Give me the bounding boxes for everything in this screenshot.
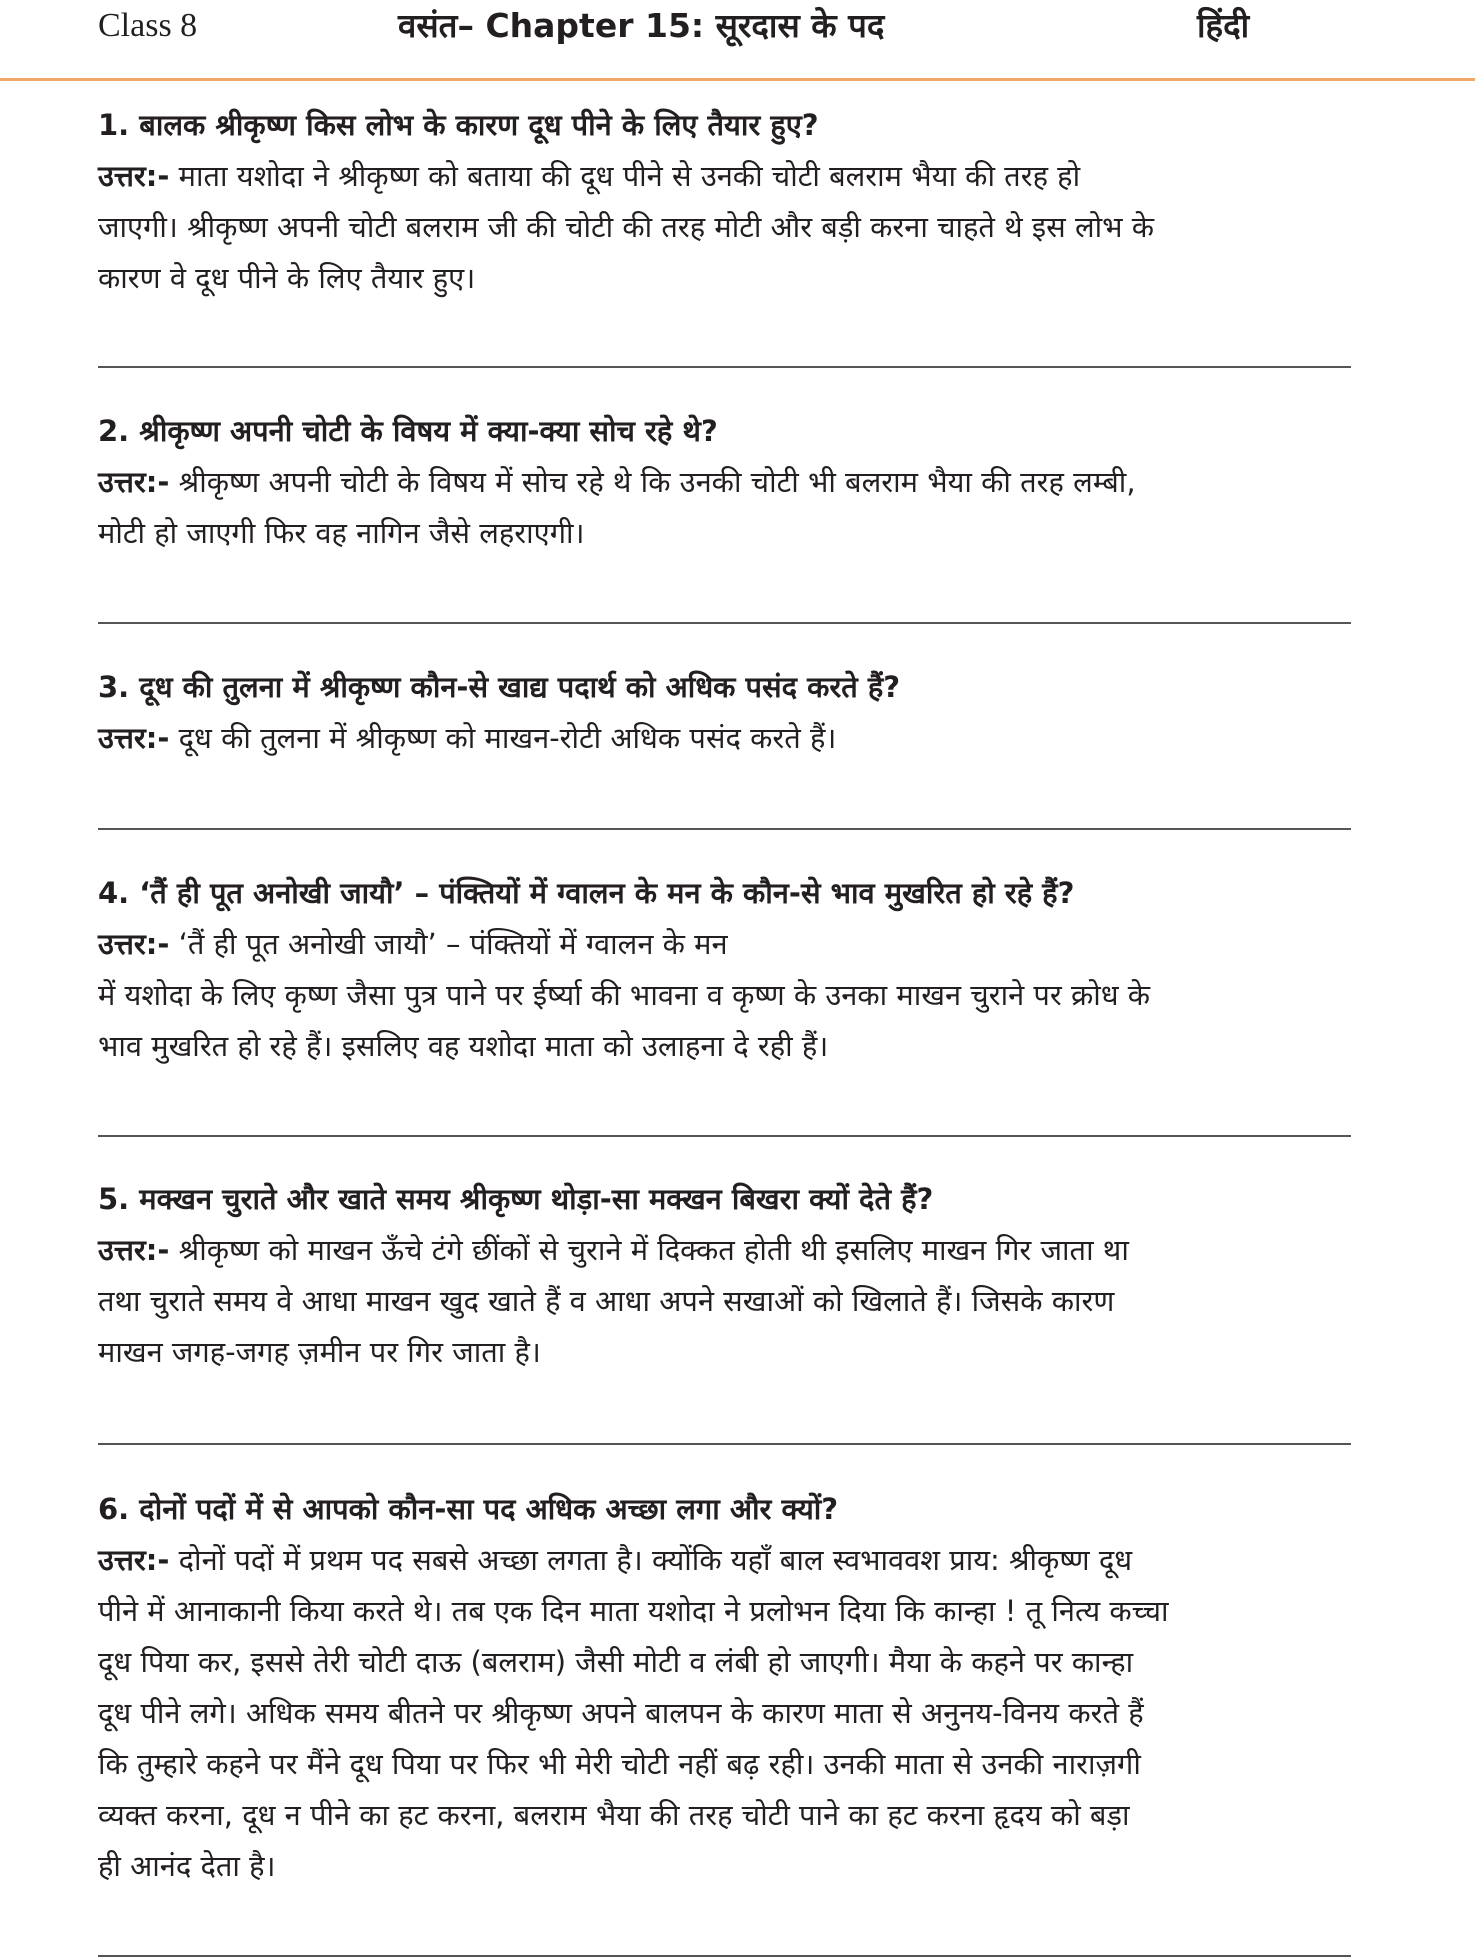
question: 5. मक्खन चुराते और खाते समय श्रीकृष्ण थोड़ा-सा मक्खन बिखरा क्यों देते हैं? [98, 1182, 934, 1216]
answer-line [98, 457, 1358, 508]
answer-text: दूध पिया कर, इससे तेरी चोटी दाऊ (बलराम) जैसी मोटी व लंबी हो जाएगी। मैया के कहने पर कान्हा [98, 1645, 1134, 1679]
answer-prefix: उत्तर:- [98, 465, 170, 499]
subject-label: हिंदी [1197, 6, 1250, 45]
answer-text: दूध की तुलना में श्रीकृष्ण को माखन-रोटी अधिक पसंद करते हैं। [178, 721, 837, 755]
section-divider [98, 828, 1351, 830]
answer-line [98, 1586, 1358, 1637]
answer-prefix: उत्तर:- [98, 927, 170, 961]
answer-text: जाएगी। श्रीकृष्ण अपनी चोटी बलराम जी की चोटी की तरह मोटी और बड़ी करना चाहते थे इस लोभ के [98, 210, 1154, 244]
section-divider [98, 1135, 1351, 1137]
answer-line [98, 1327, 1358, 1378]
answer-text: व्यक्त करना, दूध न पीने का हट करना, बलराम भैया की तरह चोटी पाने का हट करना हृदय को बड़ा [98, 1798, 1130, 1832]
question: 2. श्रीकृष्ण अपनी चोटी के विषय में क्या-क्या सोच रहे थे? [98, 414, 718, 448]
answer-text: ‘तैं ही पूत अनोखी जायौ’ – पंक्तियों में ग्वालन के मन [178, 927, 728, 961]
answer-text: दोनों पदों में प्रथम पद सबसे अच्छा लगता है। क्योंकि यहाँ बाल स्वभाववश प्राय: श्रीकृष्ण दूध [178, 1543, 1133, 1577]
section-divider [98, 622, 1351, 624]
answer-line [98, 151, 1358, 202]
page-header [0, 0, 1475, 78]
answer-prefix: उत्तर:- [98, 721, 170, 755]
answer-text: श्रीकृष्ण अपनी चोटी के विषय में सोच रहे थे कि उनकी चोटी भी बलराम भैया की तरह लम्बी, [178, 465, 1136, 499]
answer-text: भाव मुखरित हो रहे हैं। इसलिए वह यशोदा माता को उलाहना दे रही हैं। [98, 1029, 829, 1063]
answer-text: में यशोदा के लिए कृष्ण जैसा पुत्र पाने पर ईर्ष्या की भावना व कृष्ण के उनका माखन चुराने पर क्रोध के [98, 978, 1151, 1012]
answer-line [98, 1637, 1358, 1688]
qa-item [98, 1174, 1358, 1378]
answer-line [98, 1790, 1358, 1841]
class-label: Class 8 [98, 7, 198, 44]
qa-item [98, 100, 1358, 304]
answer-line [98, 1535, 1358, 1586]
chapter-title: वसंत– Chapter 15: सूरदास के पद [398, 6, 885, 45]
header-divider [0, 78, 1475, 81]
answer-line [98, 1688, 1358, 1739]
qa-item [98, 406, 1358, 559]
section-divider [98, 1443, 1351, 1445]
answer-text: कि तुम्हारे कहने पर मैंने दूध पिया पर फिर भी मेरी चोटी नहीं बढ़ रही। उनकी माता से उनकी नाराज़गी [98, 1747, 1141, 1781]
answer-line [98, 1276, 1358, 1327]
section-divider [98, 366, 1351, 368]
answer-text: तथा चुराते समय वे आधा माखन खुद खाते हैं व आधा अपने सखाओं को खिलाते हैं। जिसके कारण [98, 1284, 1115, 1318]
question: 3. दूध की तुलना में श्रीकृष्ण कौन-से खाद्य पदार्थ को अधिक पसंद करते हैं? [98, 670, 901, 704]
answer-text: ही आनंद देता है। [98, 1849, 276, 1883]
answer-prefix: उत्तर:- [98, 1233, 170, 1267]
answer-line [98, 1021, 1358, 1072]
answer-text: मोटी हो जाएगी फिर वह नागिन जैसे लहराएगी। [98, 516, 585, 550]
answer-text: पीने में आनाकानी किया करते थे। तब एक दिन माता यशोदा ने प्रलोभन दिया कि कान्हा ! तू नित्य कच्चा [98, 1594, 1169, 1628]
answer-line [98, 202, 1358, 253]
question: 4. ‘तैं ही पूत अनोखी जायौ’ – पंक्तियों में ग्वालन के मन के कौन-से भाव मुखरित हो रहे हैं? [98, 876, 1075, 910]
qa-item [98, 868, 1358, 1072]
answer-text: माता यशोदा ने श्रीकृष्ण को बताया की दूध पीने से उनकी चोटी बलराम भैया की तरह हो [178, 159, 1081, 193]
section-divider [98, 1955, 1351, 1957]
answer-line [98, 253, 1358, 304]
qa-item [98, 1484, 1358, 1892]
answer-text: श्रीकृष्ण को माखन ऊँचे टंगे छींकों से चुराने में दिक्कत होती थी इसलिए माखन गिर जाता था [178, 1233, 1129, 1267]
answer-line [98, 970, 1358, 1021]
answer-prefix: उत्तर:- [98, 159, 170, 193]
answer-line [98, 713, 1358, 764]
answer-line [98, 1225, 1358, 1276]
answer-text: कारण वे दूध पीने के लिए तैयार हुए। [98, 261, 476, 295]
question: 1. बालक श्रीकृष्ण किस लोभ के कारण दूध पीने के लिए तैयार हुए? [98, 108, 819, 142]
answer-line [98, 919, 1358, 970]
question: 6. दोनों पदों में से आपको कौन-सा पद अधिक अच्छा लगा और क्यों? [98, 1492, 839, 1526]
qa-item [98, 662, 1358, 764]
answer-line [98, 1739, 1358, 1790]
answer-line [98, 1841, 1358, 1892]
answer-line [98, 508, 1358, 559]
answer-prefix: उत्तर:- [98, 1543, 170, 1577]
answer-text: दूध पीने लगे। अधिक समय बीतने पर श्रीकृष्ण अपने बालपन के कारण माता से अनुनय-विनय करते हैं [98, 1696, 1144, 1730]
answer-text: माखन जगह-जगह ज़मीन पर गिर जाता है। [98, 1335, 541, 1369]
